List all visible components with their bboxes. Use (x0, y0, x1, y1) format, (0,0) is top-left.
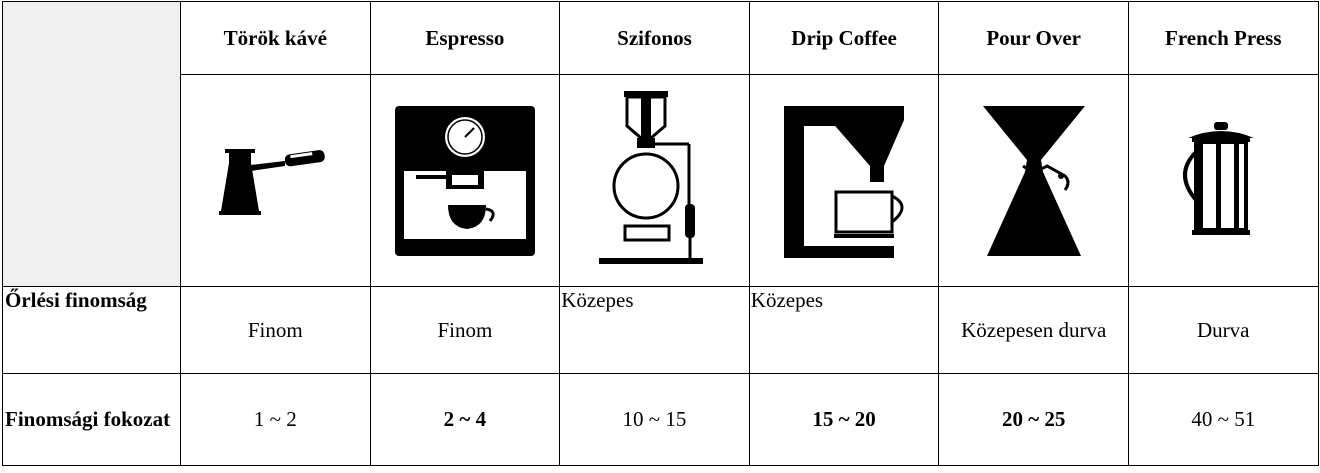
icon-cell-drip (749, 75, 939, 287)
drip-coffee-maker-icon (774, 96, 914, 266)
pour-over-carafe-icon (969, 96, 1099, 266)
row-label-grind: Őrlési finomság (3, 287, 181, 374)
grind-value-turkish: Finom (181, 287, 371, 374)
espresso-machine-icon (390, 101, 540, 261)
header-row (3, 2, 1319, 75)
level-value-turkish: 1 ~ 2 (181, 374, 371, 466)
level-value-siphon: 10 ~ 15 (560, 374, 750, 466)
icon-cell-siphon (560, 75, 750, 287)
grind-value-espresso: Finom (370, 287, 560, 374)
col-header-drip: Drip Coffee (749, 2, 939, 75)
french-press-icon (1168, 116, 1278, 246)
icon-cell-turkish (181, 75, 371, 287)
corner-cell (3, 2, 181, 287)
icon-cell-pour-over (939, 75, 1129, 287)
siphon-brewer-icon (589, 86, 719, 276)
level-value-french-press: 40 ~ 51 (1128, 374, 1318, 466)
col-header-turkish: Török kávé (181, 2, 371, 75)
grind-value-french-press: Durva (1128, 287, 1318, 374)
grind-value-siphon: Közepes (560, 287, 750, 374)
icon-row (3, 75, 1319, 287)
col-header-siphon: Szifonos (560, 2, 750, 75)
level-value-drip: 15 ~ 20 (749, 374, 939, 466)
grind-row (3, 287, 1319, 374)
turkish-pot-icon (205, 141, 345, 221)
col-header-french-press: French Press (1128, 2, 1318, 75)
level-row (3, 374, 1319, 466)
icon-cell-french-press (1128, 75, 1318, 287)
row-label-level: Finomsági fokozat (3, 374, 181, 466)
icon-cell-espresso (370, 75, 560, 287)
col-header-pour-over: Pour Over (939, 2, 1129, 75)
level-value-espresso: 2 ~ 4 (370, 374, 560, 466)
grind-value-pour-over: Közepesen durva (939, 287, 1129, 374)
col-header-espresso: Espresso (370, 2, 560, 75)
grind-size-table (2, 1, 1319, 466)
level-value-pour-over: 20 ~ 25 (939, 374, 1129, 466)
grind-value-drip: Közepes (749, 287, 939, 374)
